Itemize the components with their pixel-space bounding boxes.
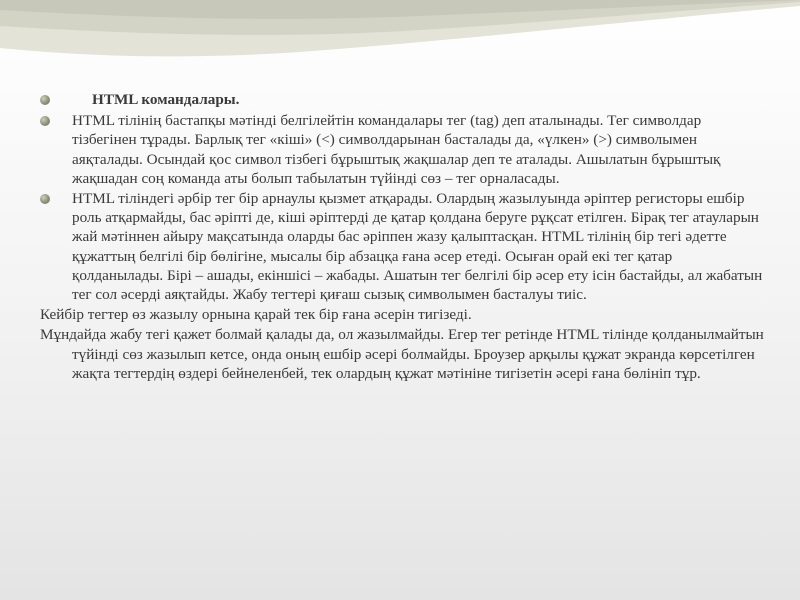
slide-content (40, 90, 765, 384)
bullet-icon (40, 116, 50, 126)
slide-title-text: HTML командалары. (92, 91, 240, 108)
plain-paragraph-1: Кейбір тегтер өз жазылу орнына қарай тек бір ғана әсерін тигізеді. (40, 306, 472, 324)
bullet-text: HTML тіліндегі әрбір тег бір арнаулы қызмет атқарады. Олардың жазылуында әріптер регисторы ешбір роль атқармайды, бас әріпті де, кіші әріптерді де қатар қолдана беруге рұқсат етілген. Бірақ тег атауларын жай мәтіннен айыру мақсатында оларды бас әріппен жазу қалыптасқан. HTML тілінің бір тегі әдетте құжаттың белгілі бір бөлігіне, мысалы бір абзацқа ғана әсер етеді. Осыған орай екі тег қатар қолданылады. Бірі – ашады, екіншісі – жабады. Ашатын тег белгілі бір әсер ету ісін бастайды, ал жабатын тег сол әсерді аяқтайды. Жабу тегтері қиғаш сызық символымен басталуы тиіс. (72, 190, 763, 304)
bullet-text: HTML тілінің бастапқы мәтінді белгілейтін командалары тег (tag) деп аталынады. Тег символдар тізбегінен тұрады. Барлық тег «кіші» (<) символдарынан басталады да, «үлкен» (>) символымен аяқталады. Осындай қос символ тізбегі бұрыштық жақшалар деп те аталады. Ашылатын бұрыштық жақшадан соң команда аты болып табылатын түйінді сөз – тег орналасады. (72, 112, 721, 187)
bullet-paragraph-1 (40, 111, 765, 188)
slide-title (40, 90, 765, 109)
decorative-header-wave (0, 0, 800, 80)
bullet-paragraph-2 (40, 189, 765, 304)
plain-paragraph-2: Мұндайда жабу тегі қажет болмай қалады да, ол жазылмайды. Егер тег ретінде HTML тілінде қолданылмайтын түйінді сөз жазылып кетсе, онда оның ешбір әсері болмайды. Броузер арқылы құжат экранда көрсетілген жақта тегтердің өздері бейнеленбей, тек олардың құжат мәтініне тигізетін әсері ғана бөлініп тұр. (40, 326, 764, 382)
bullet-icon (40, 194, 50, 204)
bullet-icon (40, 95, 50, 105)
